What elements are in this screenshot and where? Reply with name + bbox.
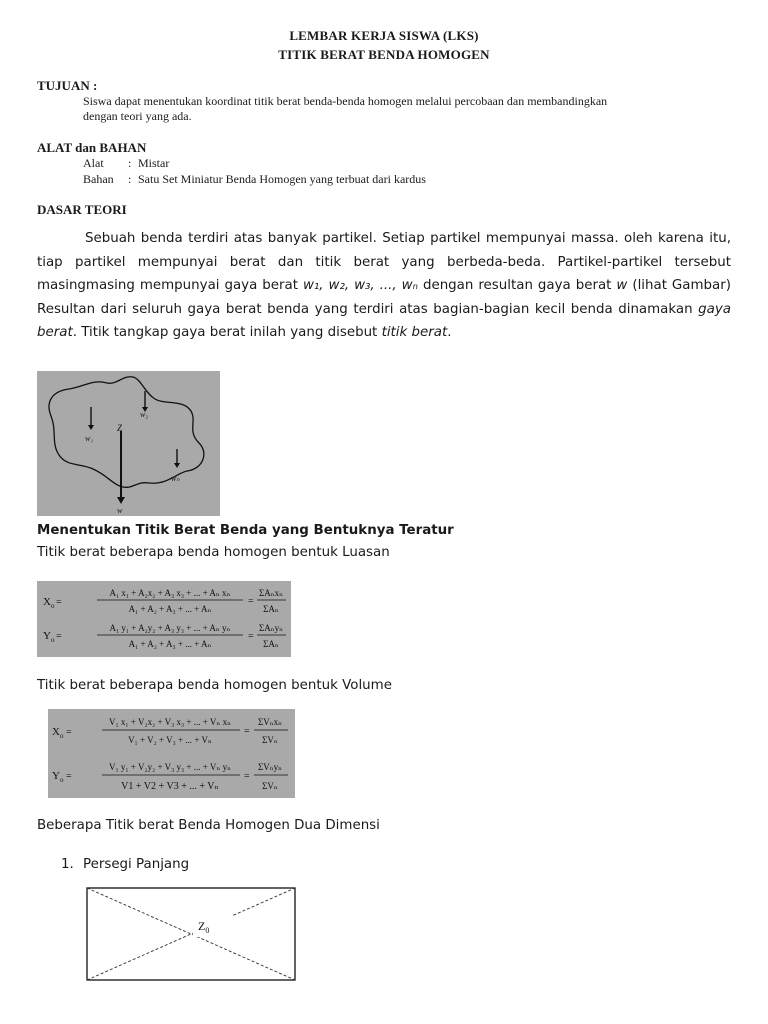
bahan-row: [83, 172, 426, 187]
formula-luasan-x-sum-numerator: ΣAₙxₙ: [258, 588, 284, 598]
weights-list: w₁, w₂, w₃, ..., wₙ: [302, 278, 418, 293]
svg-text:=: =: [244, 771, 250, 782]
alat-bahan-heading: ALAT dan BAHAN: [37, 140, 147, 155]
figure-label-w2: w₂: [140, 410, 149, 419]
alat-value: Mistar: [138, 156, 170, 170]
formula-luasan-y-numerator: A₁ y₁ + A₂y₂ + A₃ y₃ + ... + Aₙ yₙ: [109, 623, 231, 633]
list-item-label: Persegi Panjang: [83, 857, 190, 872]
formula-volume-y-lhs: $Y_o$: [52, 770, 64, 784]
svg-text:=: =: [244, 726, 250, 737]
rectangle-with-diagonals: [86, 887, 296, 981]
alat-separator: :: [128, 156, 132, 170]
dua-dimensi-label: Beberapa Titik berat Benda Homogen Dua Dimensi: [37, 818, 380, 833]
formula-volume-image: [48, 709, 295, 798]
formula-luasan-y-lhs: $Y_o$: [43, 630, 55, 644]
term-titik-berat: titik berat: [381, 325, 448, 340]
paragraph-start: Sebuah benda terdiri atas banyak partikel. Setiap partikel mempunyai massa. oleh karena itu, tiap partikel mempunyai berat dan titik berat yang berbeda-beda. Partikel-partikel tersebut masingmasing mempunyai gaya berat: [37, 231, 731, 293]
figure-label-w1: w₁: [85, 434, 94, 443]
document-title: LEMBAR KERJA SISWA (LKS): [289, 28, 479, 43]
figure-label-w: w: [117, 506, 123, 515]
formula-luasan-y-sum-numerator: ΣAₙyₙ: [258, 623, 284, 633]
paragraph-end: .: [447, 325, 452, 340]
formula-luasan-x-sum-denominator: ΣAₙ: [263, 604, 279, 614]
svg-text:=: =: [56, 597, 62, 608]
tujuan-text-line2: dengan teori yang ada.: [83, 109, 192, 123]
formula-luasan-x-lhs: $X_o$: [43, 596, 55, 610]
term-gaya-berat: gaya berat: [37, 301, 731, 340]
svg-text:=: =: [56, 631, 62, 642]
bahan-value: Satu Set Miniatur Benda Homogen yang terbuat dari kardus: [138, 172, 426, 186]
formula-luasan-x-numerator: A₁ x₁ + A₂x₂ + A₃ x₃ + ... + Aₙ xₙ: [109, 588, 231, 598]
rectangle-center-label: $Z_0$: [198, 919, 210, 935]
section-teratur-heading: Menentukan Titik Berat Benda yang Bentuknya Teratur: [37, 523, 454, 538]
formula-luasan-y-sum-denominator: ΣAₙ: [263, 639, 279, 649]
rectangle-diagram: [86, 887, 296, 981]
list-item-number: 1.: [61, 857, 74, 872]
formula-luasan: [37, 581, 291, 657]
bahan-separator: :: [128, 172, 132, 186]
formula-volume-x-sum-denominator: ΣVₙ: [262, 735, 278, 745]
figure-label-z: Z: [117, 423, 123, 433]
formula-volume-y-numerator: V₁ y₁ + V₂y₂ + V₃ y₃ + ... + Vₙ yₙ: [109, 762, 231, 772]
paragraph-mid3: . Titik tangkap gaya berat inilah yang disebut: [72, 325, 382, 340]
list-item-persegi-panjang: [61, 857, 189, 872]
alat-row: [83, 156, 169, 171]
irregular-body-drawing: [37, 371, 220, 516]
formula-volume-x-denominator: V₁ + V₂ + V₃ + ... + Vₙ: [128, 735, 212, 745]
formula-luasan-x-denominator: A₁ + A₂ + A₃ + ... + Aₙ: [128, 604, 212, 614]
formula-volume-x-lhs: $X_o$: [52, 726, 64, 740]
formula-volume: [48, 709, 295, 798]
center-of-gravity-figure: [37, 371, 220, 516]
formula-volume-x-sum-numerator: ΣVₙxₙ: [257, 717, 283, 727]
formula-volume-x-numerator: V₁ x₁ + V₂x₂ + V₃ x₃ + ... + Vₙ xₙ: [109, 717, 231, 727]
formula-luasan-y-denominator: A₁ + A₂ + A₃ + ... + Aₙ: [128, 639, 212, 649]
formula-volume-y-sum-numerator: ΣVₙyₙ: [257, 762, 283, 772]
svg-text:=: =: [66, 771, 72, 782]
formula-luasan-image: [37, 581, 291, 657]
tujuan-text-line1: Siswa dapat menentukan koordinat titik berat benda-benda homogen melalui percobaan dan membandingkan: [83, 94, 608, 108]
alat-label: Alat: [83, 156, 104, 170]
formula-volume-y-sum-denominator: ΣVₙ: [262, 781, 278, 791]
tujuan-heading: TUJUAN :: [37, 78, 98, 93]
paragraph-mid: dengan resultan gaya berat: [417, 278, 617, 293]
document-subtitle: TITIK BERAT BENDA HOMOGEN: [278, 47, 490, 62]
dasar-teori-paragraph: [37, 227, 731, 345]
dasar-teori-heading: DASAR TEORI: [37, 202, 127, 217]
figure-label-wn: wₙ: [171, 474, 180, 483]
svg-text:=: =: [248, 596, 254, 607]
bahan-label: Bahan: [83, 172, 114, 186]
formula-volume-y-denominator: V1 + V2 + V3 + ... + Vₙ: [121, 781, 219, 792]
volume-label: Titik berat beberapa benda homogen bentuk Volume: [37, 678, 392, 693]
svg-text:=: =: [248, 631, 254, 642]
resultant-symbol: w: [616, 278, 628, 293]
svg-text:=: =: [66, 727, 72, 738]
luasan-label: Titik berat beberapa benda homogen bentuk Luasan: [37, 545, 390, 560]
paragraph-mid2: (lihat Gambar) Resultan dari seluruh gaya berat benda yang terdiri atas bagian-bagian kecil benda dinamakan: [37, 278, 731, 317]
